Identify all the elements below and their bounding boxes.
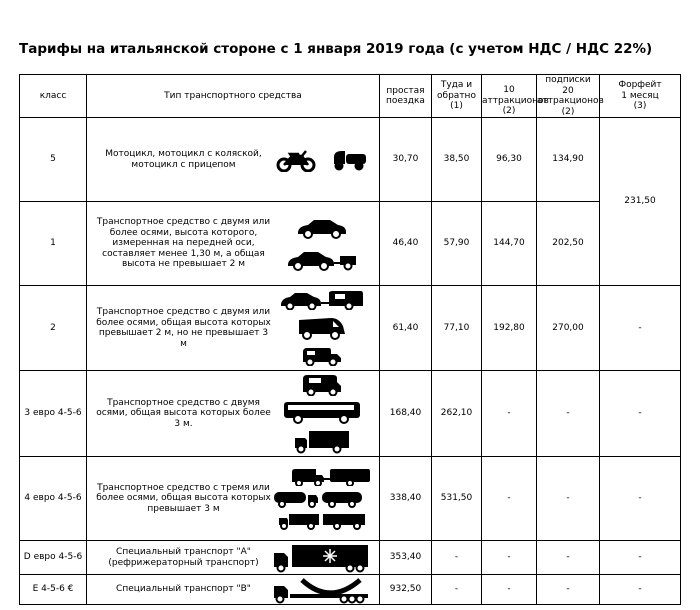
vehicle-cell: [87, 457, 380, 541]
header-return: [432, 75, 482, 118]
truck-icon: [293, 430, 351, 454]
header-twenty-line: 20: [562, 85, 574, 96]
price-return: -: [432, 575, 482, 605]
header-forfeit-line: 1 месяц: [621, 90, 659, 101]
header-ten-line: 10: [503, 85, 515, 96]
refrigerated-truck-icon: [272, 543, 372, 573]
price-return: -: [432, 541, 482, 575]
vehicle-icons: [272, 290, 372, 366]
header-return-line: обратно: [437, 90, 476, 101]
header-class: класс: [20, 75, 87, 118]
price-10-trips: -: [482, 457, 537, 541]
van-icon: [297, 316, 347, 340]
price-single: 168,40: [380, 371, 432, 457]
vehicle-cell: [87, 286, 380, 371]
table-row: [20, 286, 681, 371]
small-camper-icon: [301, 346, 343, 366]
table-row: [20, 118, 681, 202]
vehicle-cell: [87, 541, 380, 575]
special-transport-icon: [272, 576, 372, 604]
price-forfeit: -: [600, 286, 681, 371]
camper-trailer-icon: [290, 468, 372, 486]
vehicle-description: Транспортное средство с двумя или более осями, общая высота которых превышает 2 м, но не превышает 3 м: [96, 307, 271, 349]
price-single: 30,70: [380, 118, 432, 202]
vehicle-cell: [87, 575, 380, 605]
motorcycle-sidecar-icon: [332, 148, 368, 172]
vehicle-icons: [272, 543, 372, 573]
header-return-line: Туда и: [440, 80, 473, 91]
header-single-line: поездка: [386, 96, 425, 106]
header-forfeit: [600, 75, 681, 118]
price-10-trips: -: [482, 575, 537, 605]
vehicle-cell: [87, 202, 380, 286]
truck-trailer-icon: [277, 512, 367, 530]
table-header-row: [20, 75, 681, 118]
class-cell: 4 евро 4-5-6: [20, 457, 87, 541]
header-twenty-line: аттракционов: [537, 96, 604, 106]
price-forfeit: -: [600, 457, 681, 541]
price-return: 262,10: [432, 371, 482, 457]
table-row: [20, 541, 681, 575]
price-20-trips: 134,90: [537, 118, 600, 202]
header-ten-line: аттракционов: [482, 95, 549, 106]
table-row: [20, 457, 681, 541]
class-cell: D евро 4-5-6: [20, 541, 87, 575]
price-forfeit: -: [600, 371, 681, 457]
car-trailer-icon: [286, 249, 358, 271]
car-icon: [296, 217, 348, 239]
price-20-trips: -: [537, 457, 600, 541]
header-single-line: простая: [386, 85, 425, 96]
header-ten: [482, 75, 549, 118]
tariff-table: [19, 74, 681, 605]
vehicle-description: Транспортное средство с двумя осями, общая высота которых более 3 м.: [96, 397, 271, 429]
vehicle-icons: [272, 468, 372, 530]
class-cell: 5: [20, 118, 87, 202]
header-ten-line: (2): [502, 106, 516, 117]
class-cell: E 4-5-6 €: [20, 575, 87, 605]
page-title: Тарифы на итальянской стороне с 1 января 2019 года (с учетом НДС / НДС 22%): [19, 41, 653, 57]
price-single: 46,40: [380, 202, 432, 286]
vehicle-description: Транспортное средство с тремя или более осями, общая высота которых превышает 3 м: [96, 482, 271, 514]
price-10-trips: 192,80: [482, 286, 537, 371]
vehicle-cell: [87, 371, 380, 457]
price-single: 61,40: [380, 286, 432, 371]
vehicle-description: Специальный транспорт "А" (рефрижераторный транспорт): [108, 547, 259, 568]
forfeit-merged-cell: 231,50: [600, 118, 681, 286]
tanker-truck-icon: [272, 490, 372, 508]
price-10-trips: -: [482, 541, 537, 575]
price-10-trips: -: [482, 371, 537, 457]
vehicle-cell: [87, 118, 380, 202]
price-single: 353,40: [380, 541, 432, 575]
header-return-line: (1): [450, 101, 463, 112]
header-forfeit-line: Форфейт: [618, 80, 662, 91]
vehicle-description: Специальный транспорт "В": [116, 584, 251, 595]
class-cell: 1: [20, 202, 87, 286]
price-single: 932,50: [380, 575, 432, 605]
price-return: 531,50: [432, 457, 482, 541]
price-return: 77,10: [432, 286, 482, 371]
header-single: [380, 75, 432, 118]
vehicle-icons: [272, 374, 372, 454]
price-10-trips: 144,70: [482, 202, 537, 286]
car-caravan-icon: [279, 290, 365, 310]
header-subscriptions: подписки: [545, 75, 591, 85]
price-20-trips: 202,50: [537, 202, 600, 286]
price-20-trips: -: [537, 371, 600, 457]
motorcycle-icon: [276, 148, 316, 172]
header-twenty-line: (2): [561, 106, 575, 117]
header-forfeit-line: (3): [633, 101, 647, 112]
price-20-trips: -: [537, 575, 600, 605]
vehicle-icons: [272, 148, 372, 172]
vehicle-icons: [272, 576, 372, 604]
price-single: 338,40: [380, 457, 432, 541]
camper-icon: [301, 374, 343, 396]
vehicle-icons: [272, 217, 372, 271]
vehicle-description: Транспортное средство с двумя или более осями, высота которого, измеренная на передней оси, составляет менее 1,30 м, а общая высота не превышает 2 м: [96, 217, 271, 270]
table-row: [20, 371, 681, 457]
bus-icon: [282, 400, 362, 424]
table-row: [20, 575, 681, 605]
header-twenty: [537, 75, 604, 118]
class-cell: 2: [20, 286, 87, 371]
price-10-trips: 96,30: [482, 118, 537, 202]
price-forfeit: -: [600, 575, 681, 605]
table-row: [20, 202, 681, 286]
vehicle-description: Мотоцикл, мотоцикл с коляской, мотоцикл с прицепом: [105, 149, 262, 170]
price-forfeit: -: [600, 541, 681, 575]
class-cell: 3 евро 4-5-6: [20, 371, 87, 457]
price-return: 38,50: [432, 118, 482, 202]
header-vehicle-type: Тип транспортного средства: [87, 75, 380, 118]
price-20-trips: 270,00: [537, 286, 600, 371]
price-20-trips: -: [537, 541, 600, 575]
price-return: 57,90: [432, 202, 482, 286]
